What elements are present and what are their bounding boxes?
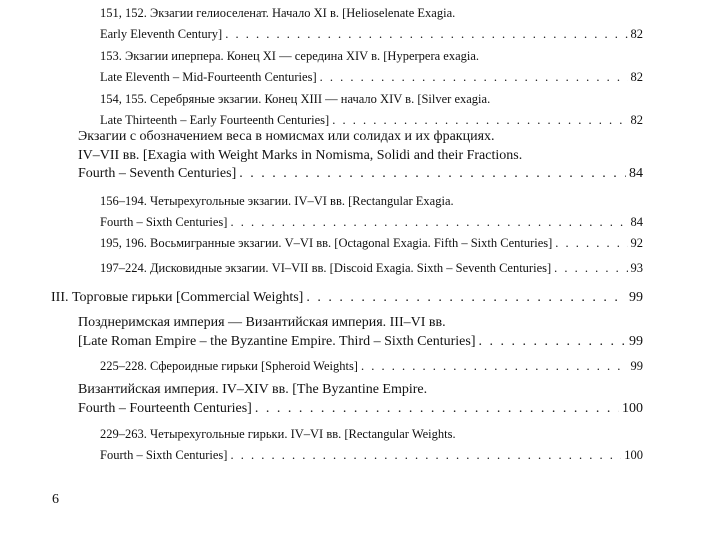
toc-entry-title-cont: Early Eleventh Century] <box>100 27 223 41</box>
toc-page-number: 82 <box>630 27 643 41</box>
toc-entry-last-line <box>78 165 643 184</box>
dot-leader <box>478 333 626 352</box>
toc-entry-195-196[interactable] <box>100 233 643 254</box>
page-number: 6 <box>52 492 59 507</box>
toc-page-number: 93 <box>630 261 643 275</box>
toc-entry-last-line <box>78 400 643 419</box>
toc-entry-last-line <box>78 333 643 352</box>
toc-entry-last-line <box>100 67 643 88</box>
toc-entry-title-cont: Late Thirteenth – Early Fourteenth Centuries] <box>100 113 330 127</box>
toc-entry-229-263[interactable] <box>100 424 643 466</box>
toc-entry-title: 229–263. Четырехугольные гирьки. IV–VI вв. [Rectangular Weights. <box>100 427 456 441</box>
dot-leader <box>230 445 621 466</box>
toc-entry-last-line <box>100 24 643 45</box>
toc-group-late-roman[interactable] <box>78 314 643 351</box>
dot-leader <box>306 289 626 308</box>
toc-entry-last-line <box>100 356 643 377</box>
toc-group-weight-marks[interactable] <box>78 128 643 184</box>
toc-entry-title-cont: Fourth – Sixth Centuries] <box>100 448 228 462</box>
toc-entry-225-228[interactable] <box>100 356 643 377</box>
toc-entry-151-152[interactable] <box>100 3 643 45</box>
toc-page-number: 84 <box>630 215 643 229</box>
toc-page-number: 82 <box>630 70 643 84</box>
dot-leader <box>255 400 619 419</box>
toc-page-number: 100 <box>624 448 643 462</box>
toc-entry-title: 153. Экзагии иперпера. Конец XI — середина XIV в. [Hyperpera exagia. <box>100 49 480 63</box>
dot-leader <box>230 212 627 233</box>
dot-leader <box>239 165 626 184</box>
toc-page-number: 82 <box>630 113 643 127</box>
toc-group-title-end: Fourth – Seventh Centuries] <box>78 166 237 181</box>
dot-leader <box>554 258 627 279</box>
toc-page-number: 99 <box>630 359 643 373</box>
toc-group-title-cont: [Late Roman Empire – the Byzantine Empire. Third – Sixth Centuries] <box>78 333 476 349</box>
dot-leader <box>320 67 628 88</box>
toc-entry-title: 225–228. Сфероидные гирьки [Spheroid Weights] <box>100 359 358 373</box>
toc-page-number: 84 <box>629 166 643 181</box>
toc-entry-title: 151, 152. Экзагии гелиоселенат. Начало XI в. [Helioselenate Exagia. <box>100 6 456 20</box>
toc-page-number: 99 <box>629 290 643 305</box>
toc-entry-title: 156–194. Четырехугольные экзагии. IV–VI вв. [Rectangular Exagia. <box>100 194 454 208</box>
toc-entry-title: 154, 155. Серебряные экзагии. Конец XIII — начало XIV в. [Silver exagia. <box>100 92 491 106</box>
toc-entry-title: 197–224. Дисковидные экзагии. VI–VII вв. [Discoid Exagia. Sixth – Seventh Centuries] <box>100 261 552 275</box>
toc-entry-156-194[interactable] <box>100 191 643 233</box>
toc-entry-last-line <box>100 212 643 233</box>
toc-section-title: III. Торговые гирьки [Commercial Weights] <box>51 290 304 305</box>
toc-entry-last-line <box>51 289 643 308</box>
toc-entry-197-224[interactable] <box>100 258 643 279</box>
toc-group-title: Позднеримская империя — Византийская империя. III–VI вв. <box>78 315 446 330</box>
toc-entry-title-cont: Fourth – Sixth Centuries] <box>100 215 228 229</box>
toc-entry-154-155[interactable] <box>100 89 643 131</box>
toc-section-iii[interactable] <box>51 289 643 308</box>
toc-entry-153[interactable] <box>100 46 643 88</box>
toc-group-title-cont: IV–VII вв. [Exagia with Weight Marks in Nomisma, Solidi and their Fractions. <box>78 147 523 163</box>
toc-entry-title-cont: Late Eleventh – Mid-Fourteenth Centuries] <box>100 70 317 84</box>
dot-leader <box>361 356 628 377</box>
toc-entry-last-line <box>100 233 643 254</box>
dot-leader <box>555 233 627 254</box>
toc-entry-last-line <box>100 445 643 466</box>
toc-page-number: 92 <box>630 236 643 250</box>
toc-group-title: Византийская империя. IV–XIV вв. [The Byzantine Empire. <box>78 382 428 397</box>
toc-group-title-cont: Fourth – Fourteenth Centuries] <box>78 400 252 416</box>
toc-group-title: Экзагии с обозначением веса в номисмах или солидах и их фракциях. <box>78 129 495 144</box>
toc-page-number: 99 <box>629 333 643 349</box>
toc-entry-last-line <box>100 258 643 279</box>
toc-page-number: 100 <box>622 400 643 416</box>
toc-entry-title: 195, 196. Восьмигранные экзагии. V–VI вв. [Octagonal Exagia. Fifth – Sixth Centuries] <box>100 236 553 250</box>
toc-group-byzantine[interactable] <box>78 381 643 418</box>
dot-leader <box>225 24 627 45</box>
